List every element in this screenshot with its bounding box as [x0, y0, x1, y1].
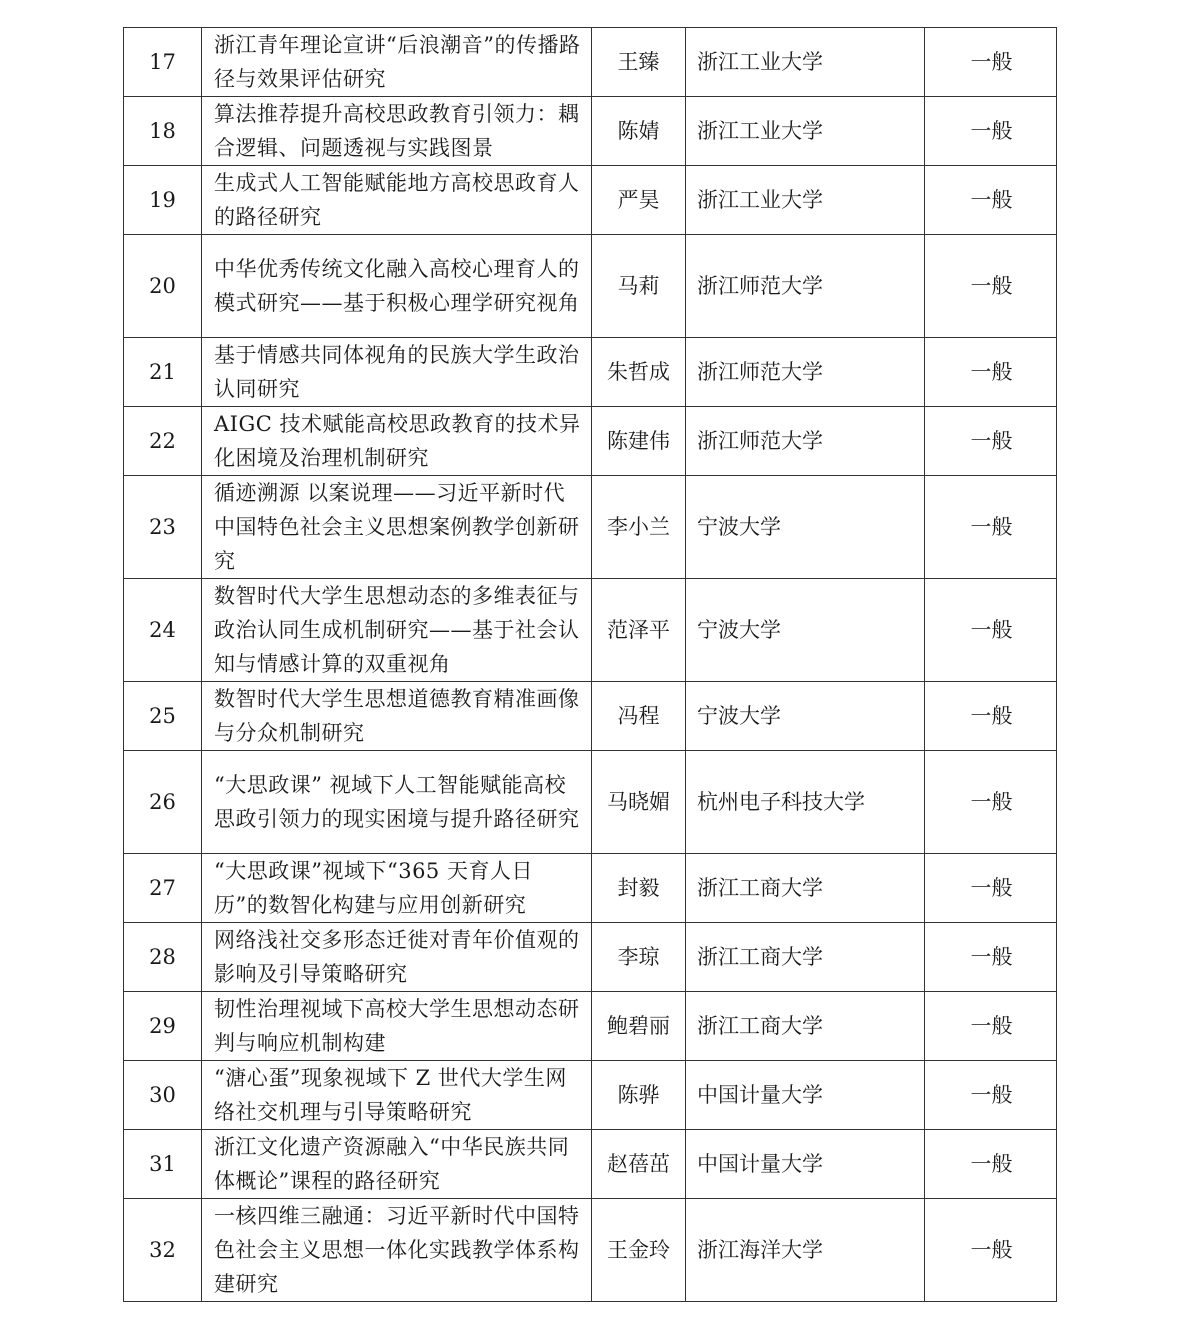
row-number: 19 [124, 166, 202, 235]
project-leader: 封毅 [592, 854, 686, 923]
table-row [124, 682, 1057, 751]
row-number: 23 [124, 476, 202, 579]
project-title: 基于情感共同体视角的民族大学生政治认同研究 [202, 338, 592, 407]
institution: 浙江工业大学 [686, 166, 925, 235]
row-number: 30 [124, 1061, 202, 1130]
project-level: 一般 [925, 1199, 1057, 1302]
project-level: 一般 [925, 682, 1057, 751]
table-row [124, 923, 1057, 992]
project-title: 浙江青年理论宣讲“后浪潮音”的传播路径与效果评估研究 [202, 28, 592, 97]
row-number: 31 [124, 1130, 202, 1199]
institution: 浙江师范大学 [686, 338, 925, 407]
project-leader: 朱哲成 [592, 338, 686, 407]
table-row [124, 1199, 1057, 1302]
row-number: 29 [124, 992, 202, 1061]
institution: 杭州电子科技大学 [686, 751, 925, 854]
project-leader: 陈骅 [592, 1061, 686, 1130]
project-title: 浙江文化遗产资源融入“中华民族共同体概论”课程的路径研究 [202, 1130, 592, 1199]
project-leader: 陈婧 [592, 97, 686, 166]
project-leader: 马莉 [592, 235, 686, 338]
project-level: 一般 [925, 97, 1057, 166]
table-row [124, 407, 1057, 476]
project-leader: 马晓媚 [592, 751, 686, 854]
institution: 浙江海洋大学 [686, 1199, 925, 1302]
row-number: 32 [124, 1199, 202, 1302]
table-row [124, 854, 1057, 923]
table-row [124, 166, 1057, 235]
table-row [124, 338, 1057, 407]
project-title: 数智时代大学生思想动态的多维表征与政治认同生成机制研究——基于社会认知与情感计算的双重视角 [202, 579, 592, 682]
table-row [124, 1061, 1057, 1130]
institution: 浙江工业大学 [686, 97, 925, 166]
project-leader: 鲍碧丽 [592, 992, 686, 1061]
row-number: 18 [124, 97, 202, 166]
project-title: 一核四维三融通：习近平新时代中国特色社会主义思想一体化实践教学体系构建研究 [202, 1199, 592, 1302]
project-title: 循迹溯源 以案说理——习近平新时代中国特色社会主义思想案例教学创新研究 [202, 476, 592, 579]
institution: 中国计量大学 [686, 1061, 925, 1130]
institution: 浙江工商大学 [686, 923, 925, 992]
row-number: 21 [124, 338, 202, 407]
row-number: 24 [124, 579, 202, 682]
project-leader: 范泽平 [592, 579, 686, 682]
institution: 浙江工商大学 [686, 992, 925, 1061]
table-row [124, 28, 1057, 97]
project-leader: 王臻 [592, 28, 686, 97]
project-leader: 赵蓓茁 [592, 1130, 686, 1199]
project-title: 生成式人工智能赋能地方高校思政育人的路径研究 [202, 166, 592, 235]
institution: 中国计量大学 [686, 1130, 925, 1199]
project-title: 数智时代大学生思想道德教育精准画像与分众机制研究 [202, 682, 592, 751]
institution: 浙江工业大学 [686, 28, 925, 97]
project-level: 一般 [925, 166, 1057, 235]
row-number: 28 [124, 923, 202, 992]
row-number: 20 [124, 235, 202, 338]
project-title: “溏心蛋”现象视域下 Z 世代大学生网络社交机理与引导策略研究 [202, 1061, 592, 1130]
project-leader: 陈建伟 [592, 407, 686, 476]
project-level: 一般 [925, 338, 1057, 407]
table-row [124, 751, 1057, 854]
institution: 浙江师范大学 [686, 407, 925, 476]
institution: 浙江工商大学 [686, 854, 925, 923]
row-number: 27 [124, 854, 202, 923]
project-leader: 严昊 [592, 166, 686, 235]
project-level: 一般 [925, 235, 1057, 338]
table-row [124, 97, 1057, 166]
project-leader: 李小兰 [592, 476, 686, 579]
project-level: 一般 [925, 751, 1057, 854]
project-level: 一般 [925, 992, 1057, 1061]
project-level: 一般 [925, 1130, 1057, 1199]
project-title: 算法推荐提升高校思政教育引领力：耦合逻辑、问题透视与实践图景 [202, 97, 592, 166]
institution: 宁波大学 [686, 579, 925, 682]
project-title: 网络浅社交多形态迁徙对青年价值观的影响及引导策略研究 [202, 923, 592, 992]
table-row [124, 579, 1057, 682]
table-row [124, 1130, 1057, 1199]
table-row [124, 476, 1057, 579]
row-number: 25 [124, 682, 202, 751]
row-number: 26 [124, 751, 202, 854]
project-table [123, 27, 1057, 1302]
row-number: 22 [124, 407, 202, 476]
project-title: “大思政课”视域下“365 天育人日历”的数智化构建与应用创新研究 [202, 854, 592, 923]
project-leader: 冯程 [592, 682, 686, 751]
table-row [124, 992, 1057, 1061]
project-title: 韧性治理视域下高校大学生思想动态研判与响应机制构建 [202, 992, 592, 1061]
institution: 浙江师范大学 [686, 235, 925, 338]
row-number: 17 [124, 28, 202, 97]
table-row [124, 235, 1057, 338]
project-leader: 王金玲 [592, 1199, 686, 1302]
project-title: 中华优秀传统文化融入高校心理育人的模式研究——基于积极心理学研究视角 [202, 235, 592, 338]
institution: 宁波大学 [686, 476, 925, 579]
project-level: 一般 [925, 476, 1057, 579]
project-level: 一般 [925, 1061, 1057, 1130]
project-leader: 李琼 [592, 923, 686, 992]
project-level: 一般 [925, 923, 1057, 992]
project-level: 一般 [925, 579, 1057, 682]
project-level: 一般 [925, 854, 1057, 923]
project-title: AIGC 技术赋能高校思政教育的技术异化困境及治理机制研究 [202, 407, 592, 476]
project-level: 一般 [925, 28, 1057, 97]
project-level: 一般 [925, 407, 1057, 476]
institution: 宁波大学 [686, 682, 925, 751]
project-title: “大思政课” 视域下人工智能赋能高校思政引领力的现实困境与提升路径研究 [202, 751, 592, 854]
